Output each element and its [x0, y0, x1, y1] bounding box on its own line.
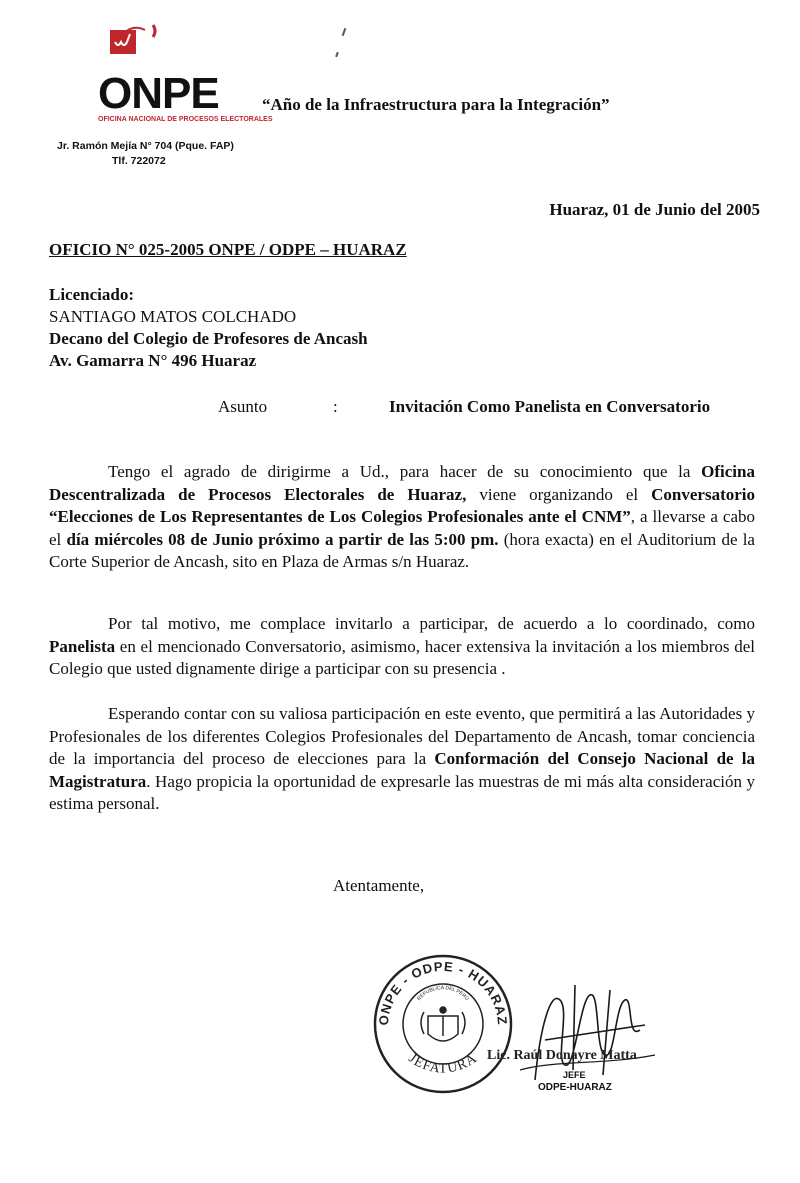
recipient-position: Decano del Colegio de Profesores de Ancash — [49, 329, 368, 348]
p1-text: , a llevarse a cabo el — [49, 507, 755, 549]
logo-wordmark: ONPE — [98, 69, 219, 118]
recipient-name: SANTIAGO MATOS COLCHADO — [49, 307, 297, 326]
address-line: Jr. Ramón Mejía N° 704 (Pque. FAP) — [57, 140, 234, 152]
document-reference: OFICIO N° 025-2005 ONPE / ODPE – HUARAZ — [49, 240, 407, 259]
year-motto: “Año de la Infraestructura para la Integración” — [262, 95, 610, 114]
p1-office: Oficina Descentralizada de Procesos Electorales de Huaraz, — [49, 462, 755, 504]
closing-salutation: Atentamente, — [333, 876, 425, 895]
scan-speck — [335, 52, 339, 57]
subject-label: Asunto — [218, 397, 268, 416]
coat-of-arms-icon — [421, 1007, 465, 1041]
p1-event-title: Conversatorio “Elecciones de Los Representantes de Los Colegios Profesionales ante el CNM” — [49, 484, 756, 526]
scan-speck — [342, 28, 347, 36]
seal-bottom-text: JEFATURA — [405, 1050, 481, 1077]
p3-council: Conformación del Consejo Nacional de la Magistratura — [49, 749, 756, 791]
body-paragraph-2 — [49, 613, 755, 681]
p1-text: Tengo el agrado de dirigirme a Ud., para hacer de su conocimiento que la — [108, 462, 702, 481]
recipient-block — [49, 284, 368, 372]
official-seal — [368, 946, 518, 1096]
phone-line: Tlf. 722072 — [112, 155, 166, 167]
recipient-address: Av. Gamarra N° 496 Huaraz — [49, 351, 257, 370]
signer-office: ODPE-HUARAZ — [538, 1082, 612, 1093]
p2-text: Por tal motivo, me complace invitarlo a participar, de acuerdo a lo coordinado, como — [108, 614, 755, 633]
p1-text: (hora exacta) en el Auditorium de la Corte Superior de Ancash, sito en Plaza de Armas s/n Huaraz. — [49, 529, 755, 571]
p2-text: en el mencionado Conversatorio, asimismo, hacer extensiva la invitación a los miembros del Colegio que usted dignamente dirige a participar con su presencia . — [49, 636, 755, 678]
svg-text:JEFATURA — [406, 1051, 481, 1077]
p3-text: . Hago propicia la oportunidad de expresarle las muestras de mi más alta consideración y estima personal. — [49, 771, 755, 813]
body-paragraph-1 — [49, 461, 755, 574]
subject-colon: : — [333, 397, 338, 416]
p1-event-date: día miércoles 08 de Junio próximo a partir de las 5:00 pm. — [66, 529, 499, 549]
handwritten-signature — [515, 970, 665, 1090]
svg-text:REPUBLICA DEL PERU — [416, 985, 470, 1002]
p1-text: viene organizando el — [466, 484, 652, 504]
signer-role: JEFE — [563, 1070, 586, 1080]
seal-inner-text: REPUBLICA DEL PERU — [416, 985, 470, 1002]
letter-date: Huaraz, 01 de Junio del 2005 — [549, 200, 760, 219]
recipient-title: Licenciado: — [49, 285, 134, 304]
body-paragraph-3 — [49, 703, 755, 816]
p3-text: Esperando contar con su valiosa participación en este evento, que permitirá a las Autoridades y Profesionales de los diferentes Colegios Profesionales del Departamento de Ancash, tomar conciencia de la importancia del proceso de elecciones para la — [49, 704, 755, 768]
seal-top-text: ONPE - ODPE - HUARAZ — [375, 958, 511, 1027]
p2-role: Panelista — [49, 636, 116, 656]
logo-subtitle: OFICINA NACIONAL DE PROCESOS ELECTORALES — [98, 116, 273, 123]
signer-name: Lic. Raúl Donayre Matta — [487, 1048, 637, 1063]
subject-value: Invitación Como Panelista en Conversatorio — [389, 397, 711, 416]
